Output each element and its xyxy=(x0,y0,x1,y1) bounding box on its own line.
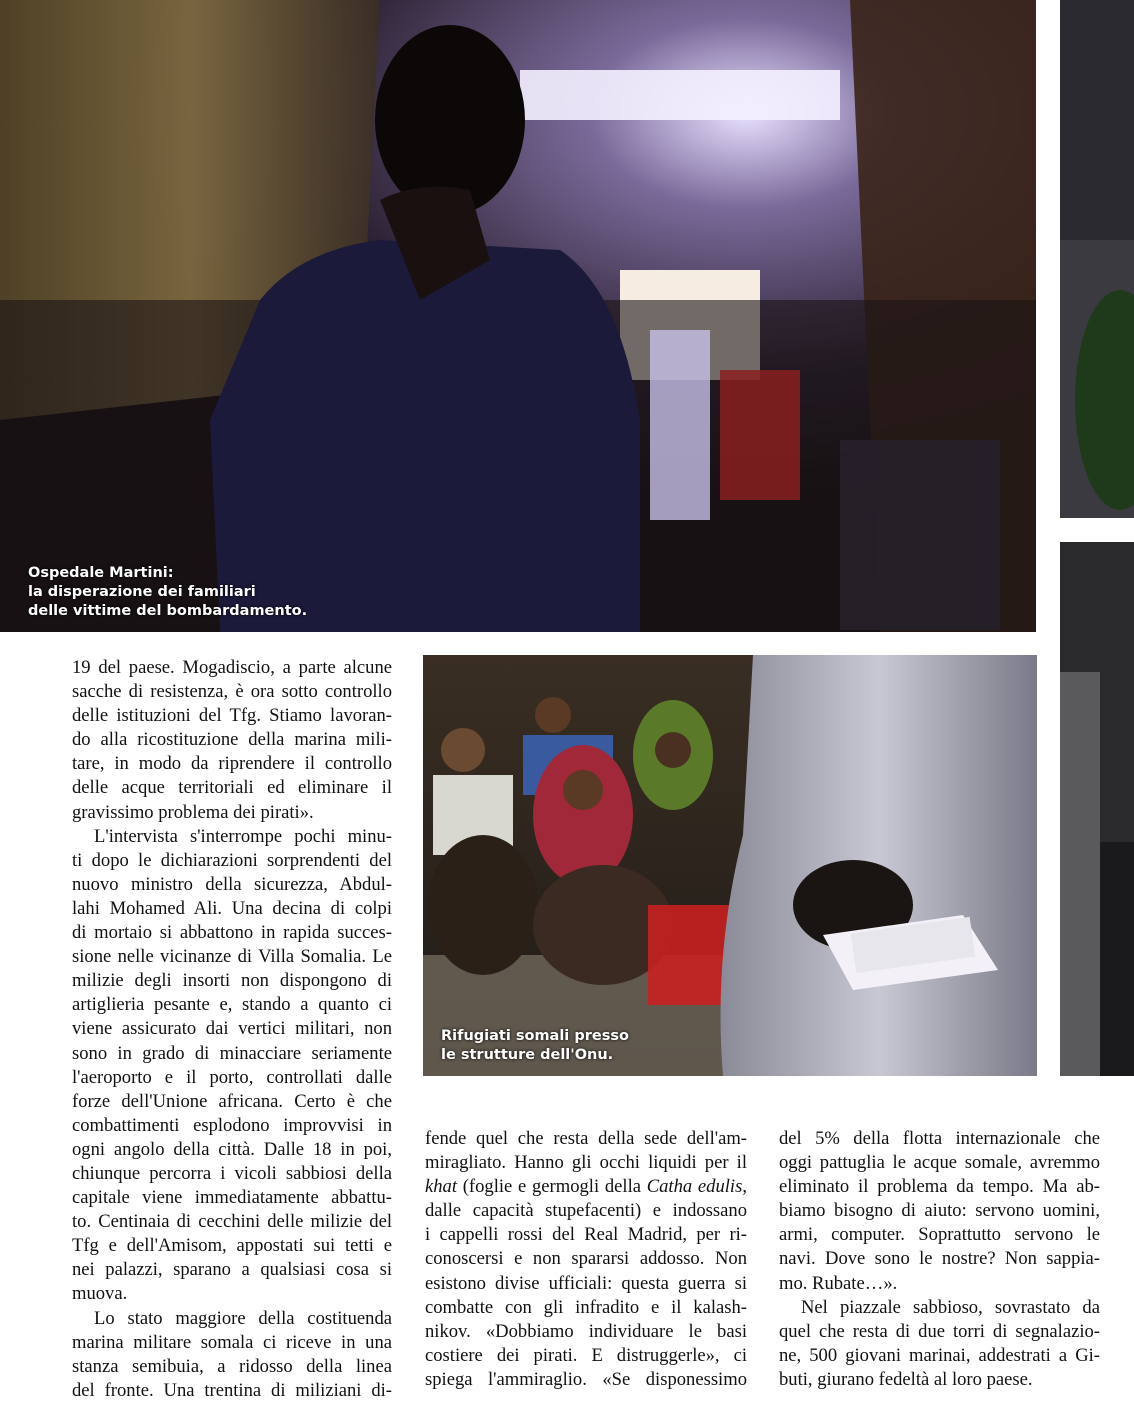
caption-line: Ospedale Martini: xyxy=(28,565,174,581)
article-line: artiglieria pesante e, stando a quanto ci xyxy=(72,994,392,1016)
refugees-photo-caption xyxy=(441,1027,629,1065)
article-line: combatte con gli infradito e il kalash- xyxy=(425,1296,747,1318)
article-line: forze dell'Unione africana. Certo è che xyxy=(72,1090,392,1112)
article-line: sono in grado di minacciare seriamente xyxy=(72,1042,392,1064)
article-column-2 xyxy=(425,1127,747,1392)
article-line: ti dopo le dichiarazioni sorprendenti del xyxy=(72,849,392,871)
article-line: delle acque territoriali ed eliminare il xyxy=(72,777,392,799)
article-line: Nel piazzale sabbioso, sovrastato da xyxy=(801,1296,1100,1318)
article-column-3 xyxy=(779,1127,1100,1392)
article-line: nuovo ministro della sicurezza, Abdul- xyxy=(72,873,392,895)
article-line: Tfg e dell'Amisom, appostati sui tetti e xyxy=(72,1235,392,1257)
article-line: gravissimo problema dei pirati». xyxy=(72,801,314,823)
article-line: 19 del paese. Mogadiscio, a parte alcune xyxy=(72,657,392,678)
article-line: capitale viene immediatamente abbattu- xyxy=(72,1187,392,1209)
article-line: delle istituzioni del Tfg. Stiamo lavoran- xyxy=(72,705,392,727)
article-line: biamo bisogno di aiuto: servono uomini, xyxy=(779,1200,1100,1222)
article-line: do alla ricostituzione della marina mili- xyxy=(72,729,392,751)
article-line: miragliato. Hanno gli occhi liquidi per il xyxy=(425,1152,747,1174)
article-line: tare, in modo da riprendere il controllo xyxy=(72,753,392,775)
caption-line: delle vittime del bombardamento. xyxy=(28,603,308,619)
article-line: marina militare somala ci riceve in una xyxy=(72,1331,392,1353)
article-line: chiunque percorra i vicoli sabbiosi della xyxy=(72,1162,392,1184)
caption-line: la disperazione dei familiari xyxy=(28,584,256,600)
article-line: buti, giurano fedeltà al loro paese. xyxy=(779,1368,1033,1390)
edge-photo-top xyxy=(1060,0,1134,518)
article-line: dalle capacità stupefacenti) e indossano xyxy=(425,1200,747,1222)
article-line: sione nelle vicinanze di Villa Somalia. Le xyxy=(72,946,392,968)
article-line: khat (foglie e germogli della Catha edulis, xyxy=(425,1176,747,1198)
article-line: L'intervista s'interrompe pochi minu- xyxy=(94,825,392,847)
article-line: lahi Mohamed Ali. Una decina di colpi xyxy=(72,897,392,919)
article-line: conoscersi e non spararsi addosso. Non xyxy=(425,1248,747,1270)
article-line: nikov. «Dobbiamo individuare le basi xyxy=(425,1320,747,1342)
article-line: sacche di resistenza, è ora sotto controllo xyxy=(72,681,392,703)
caption-line: le strutture dell'Onu. xyxy=(441,1047,614,1063)
article-column-1 xyxy=(72,656,392,1403)
article-line: costiere dei pirati. E distruggerle», ci xyxy=(425,1344,747,1366)
article-line: quel che resta di due torri di segnalazio- xyxy=(779,1320,1100,1342)
article-line: nei palazzi, sparano a qualsiasi cosa si xyxy=(72,1259,392,1281)
article-line: stanza semibuia, a ridosso della linea xyxy=(72,1355,392,1377)
article-line: muova. xyxy=(72,1283,128,1305)
article-line: Lo stato maggiore della costituenda xyxy=(94,1307,392,1329)
article-line: eliminato il problema da tempo. Ma ab- xyxy=(779,1176,1100,1198)
article-line: armi, computer. Soprattutto servono le xyxy=(779,1224,1100,1246)
refugees-photo xyxy=(423,655,1037,1076)
article-line: l'aeroporto e il porto, controllati dalle xyxy=(72,1066,392,1088)
article-line: oggi pattuglia le acque somale, avremmo xyxy=(779,1152,1100,1174)
article-line: fende quel che resta della sede dell'am- xyxy=(425,1128,747,1149)
article-line: to. Centinaia di cecchini delle milizie del xyxy=(72,1211,392,1233)
article-line: esistono divise ufficiali: questa guerra si xyxy=(425,1272,747,1294)
edge-photo-bottom xyxy=(1060,542,1134,1076)
hospital-photo xyxy=(0,0,1036,632)
article-line: ogni angolo della città. Dalle 18 in poi, xyxy=(72,1138,392,1160)
article-line: mo. Rubate…». xyxy=(779,1272,898,1294)
article-line: navi. Dove sono le nostre? Non sappia- xyxy=(779,1248,1100,1270)
article-line: spiega l'ammiraglio. «Se disponessimo xyxy=(425,1368,747,1390)
article-line: del 5% della flotta internazionale che xyxy=(779,1128,1100,1149)
article-line: milizie degli insorti non dispongono di xyxy=(72,970,392,992)
article-line: del fronte. Una trentina di miliziani di- xyxy=(72,1379,392,1401)
hospital-photo-caption xyxy=(28,564,307,621)
article-line: di mortaio si abbattono in rapida succes- xyxy=(72,922,392,944)
article-line: combattimenti esplodono improvvisi in xyxy=(72,1114,392,1136)
caption-line: Rifugiati somali presso xyxy=(441,1028,629,1044)
article-line: ne, 500 giovani marinai, addestrati a Gi- xyxy=(779,1344,1100,1366)
article-line: i cappelli rossi del Real Madrid, per ri- xyxy=(425,1224,747,1246)
article-line: viene assicurato dai vertici militari, non xyxy=(72,1018,392,1040)
